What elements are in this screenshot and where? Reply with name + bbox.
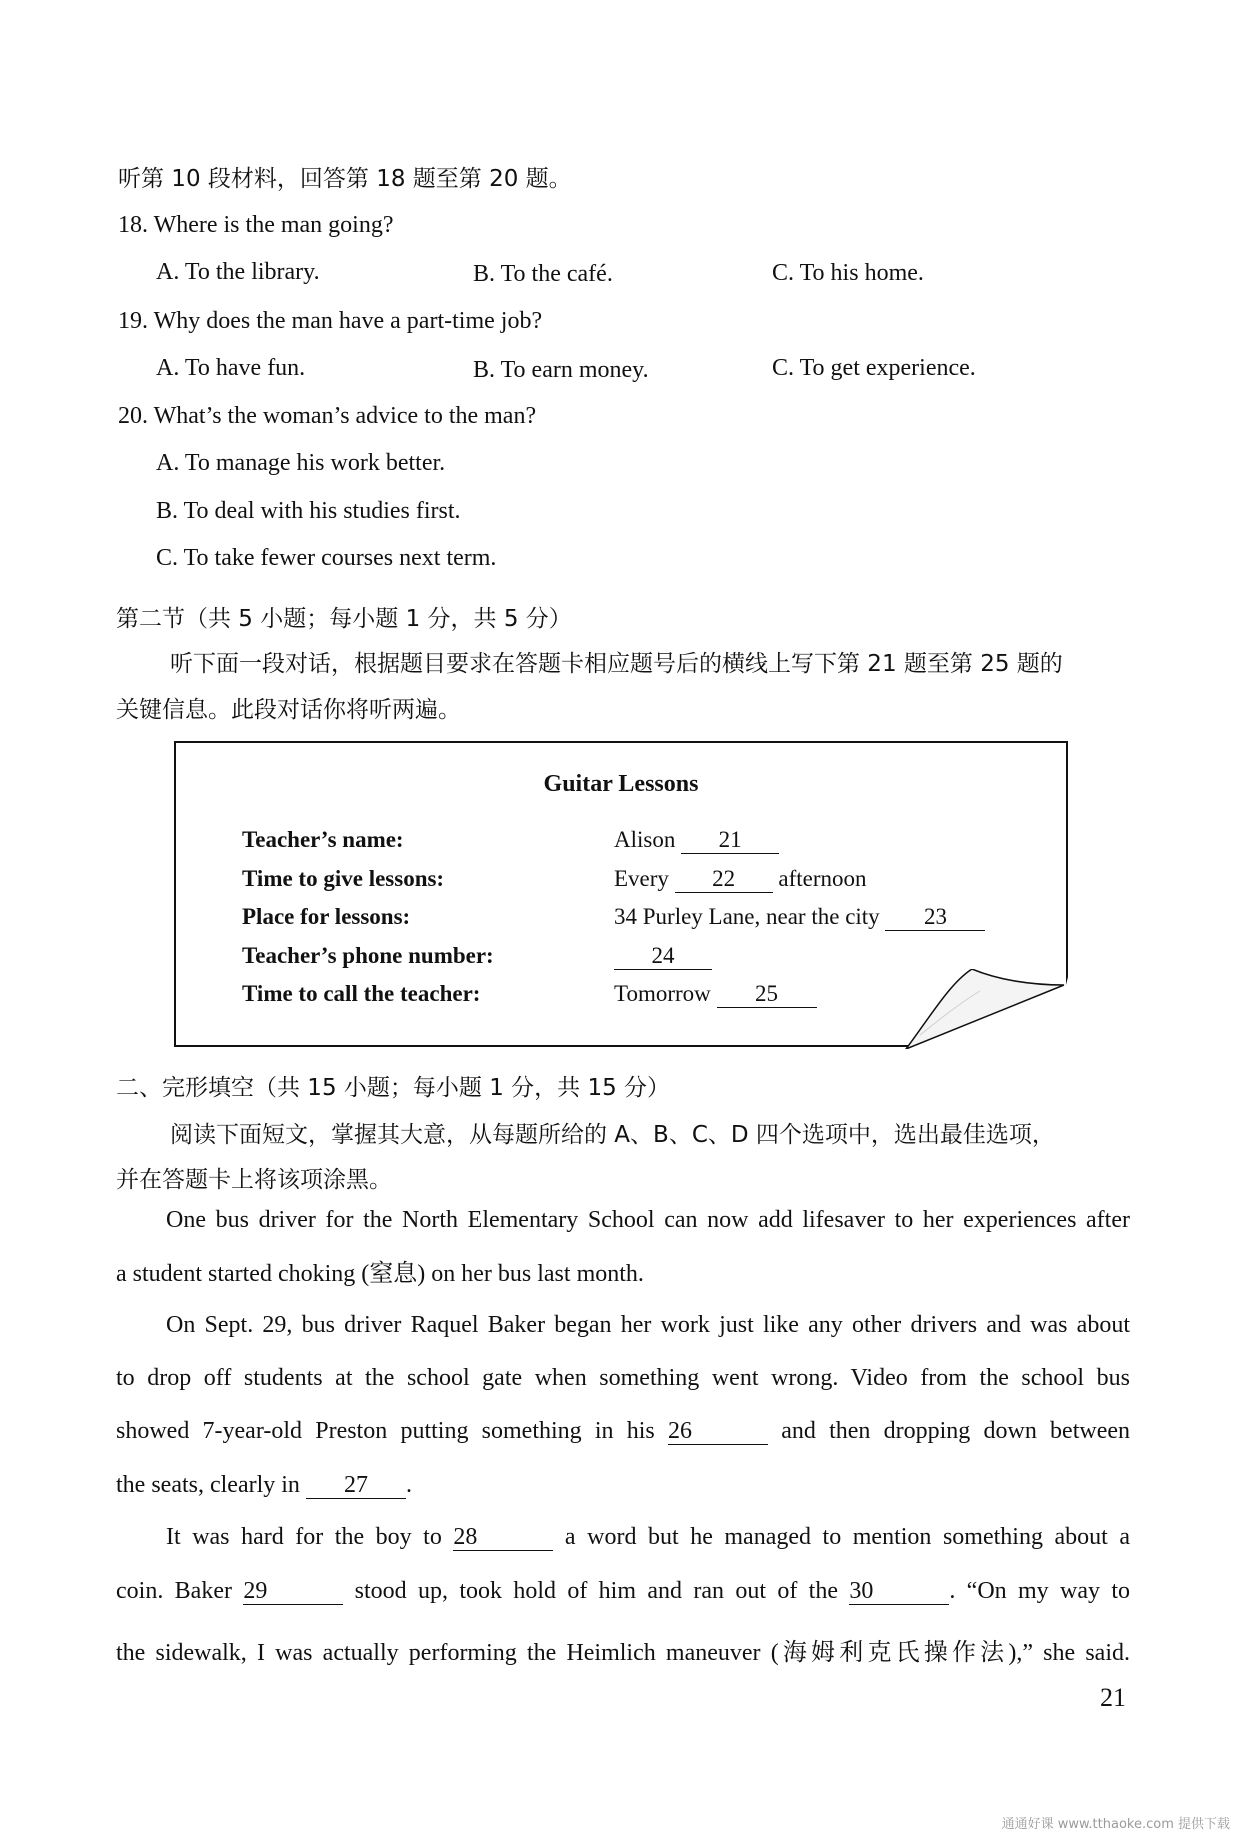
cloze-heading: 二、完形填空（共 15 小题；每小题 1 分，共 15 分） bbox=[116, 1075, 671, 1101]
notice-row-call-time bbox=[242, 981, 817, 1008]
question-20-stem: 20. What’s the woman’s advice to the man? bbox=[118, 403, 537, 429]
guitar-lessons-notice bbox=[174, 741, 1068, 1047]
cloze-p2-line1: On Sept. 29, bus driver Raquel Baker began her work just like any other drivers and was about bbox=[166, 1312, 1130, 1338]
notice-value-pre: Alison bbox=[614, 827, 682, 852]
cloze-instruction-line2: 并在答题卡上将该项涂黑。 bbox=[116, 1167, 392, 1193]
notice-key: Teacher’s phone number: bbox=[242, 943, 494, 968]
answer-blank-23: 23 bbox=[885, 904, 985, 931]
cloze-text: a word but he managed to mention something about a bbox=[553, 1524, 1131, 1550]
cloze-p3-line1 bbox=[166, 1524, 1130, 1551]
cloze-text: . “On my way to bbox=[949, 1578, 1131, 1604]
answer-blank-26: 26 bbox=[668, 1418, 768, 1445]
question-18-option-b: B. To the café. bbox=[473, 261, 613, 287]
notice-key: Time to give lessons: bbox=[242, 866, 445, 891]
cloze-p2-line4 bbox=[116, 1470, 412, 1500]
notice-row-lesson-place bbox=[242, 904, 985, 931]
answer-blank-25: 25 bbox=[717, 981, 817, 1008]
cloze-text: the seats, clearly in bbox=[116, 1472, 306, 1498]
notice-value-pre: Every bbox=[614, 866, 675, 891]
notice-row-teacher-name bbox=[242, 827, 779, 854]
answer-blank-24: 24 bbox=[614, 943, 712, 970]
cloze-p1-line2: a student started choking (窒息) on her bus last month. bbox=[116, 1261, 644, 1287]
notice-value-pre: 34 Purley Lane, near the city bbox=[614, 904, 886, 929]
part2-instruction-line1: 听下面一段对话，根据题目要求在答题卡相应题号后的横线上写下第 21 题至第 25 题的 bbox=[170, 651, 1063, 677]
cloze-p2-line2: to drop off students at the school gate when something went wrong. Video from the school bus bbox=[116, 1365, 1130, 1391]
question-19-option-b: B. To earn money. bbox=[473, 357, 649, 383]
page-curl-icon bbox=[900, 969, 1070, 1049]
question-19-option-a: A. To have fun. bbox=[156, 355, 306, 381]
cloze-text: It was hard for the boy to bbox=[166, 1524, 454, 1550]
question-19-stem: 19. Why does the man have a part-time job? bbox=[118, 308, 543, 334]
answer-blank-21: 21 bbox=[681, 827, 779, 854]
notice-row-phone-number bbox=[242, 943, 712, 970]
question-20-option-b: B. To deal with his studies first. bbox=[156, 498, 461, 524]
cloze-p3-line3: the sidewalk, I was actually performing the Heimlich maneuver (海姆利克氏操作法),” she said. bbox=[116, 1640, 1130, 1666]
part2-instruction-line2: 关键信息。此段对话你将听两遍。 bbox=[116, 697, 461, 723]
notice-value-post: afternoon bbox=[772, 866, 867, 891]
cloze-text: stood up, took hold of him and ran out of the bbox=[343, 1578, 850, 1604]
cloze-p2-line3 bbox=[116, 1418, 1130, 1445]
notice-key: Teacher’s name: bbox=[242, 827, 404, 852]
cloze-instruction-line1: 阅读下面短文，掌握其大意，从每题所给的 A、B、C、D 四个选项中，选出最佳选项， bbox=[170, 1122, 1055, 1148]
part2-heading: 第二节（共 5 小题；每小题 1 分，共 5 分） bbox=[116, 606, 572, 632]
cloze-text: . bbox=[405, 1472, 412, 1498]
section-intro: 听第 10 段材料，回答第 18 题至第 20 题。 bbox=[118, 166, 572, 192]
notice-key: Place for lessons: bbox=[242, 904, 411, 929]
question-20-option-a: A. To manage his work better. bbox=[156, 450, 446, 476]
cloze-p1-line1: One bus driver for the North Elementary School can now add lifesaver to her experiences after bbox=[166, 1207, 1130, 1233]
notice-value-pre: Tomorrow bbox=[614, 981, 717, 1006]
cloze-text: showed 7-year-old Preston putting something in his bbox=[116, 1418, 668, 1444]
question-18-option-c: C. To his home. bbox=[772, 260, 924, 286]
cloze-text: and then dropping down between bbox=[768, 1418, 1131, 1444]
answer-blank-30: 30 bbox=[849, 1578, 949, 1605]
answer-blank-27: 27 bbox=[306, 1472, 406, 1499]
cloze-text: coin. Baker bbox=[116, 1578, 244, 1604]
question-18-stem: 18. Where is the man going? bbox=[118, 212, 394, 238]
question-20-option-c: C. To take fewer courses next term. bbox=[156, 545, 497, 571]
answer-blank-29: 29 bbox=[243, 1578, 343, 1605]
question-19-option-c: C. To get experience. bbox=[772, 355, 976, 381]
page-number: 21 bbox=[1100, 1683, 1126, 1712]
answer-blank-28: 28 bbox=[453, 1524, 553, 1551]
notice-key: Time to call the teacher: bbox=[242, 981, 481, 1006]
watermark: 通通好课 www.tthaoke.com 提供下载 bbox=[1001, 1817, 1230, 1832]
cloze-p3-line2 bbox=[116, 1578, 1130, 1605]
notice-title: Guitar Lessons bbox=[543, 771, 699, 797]
notice-row-lesson-time bbox=[242, 866, 867, 893]
question-18-option-a: A. To the library. bbox=[156, 259, 320, 285]
answer-blank-22: 22 bbox=[675, 866, 773, 893]
